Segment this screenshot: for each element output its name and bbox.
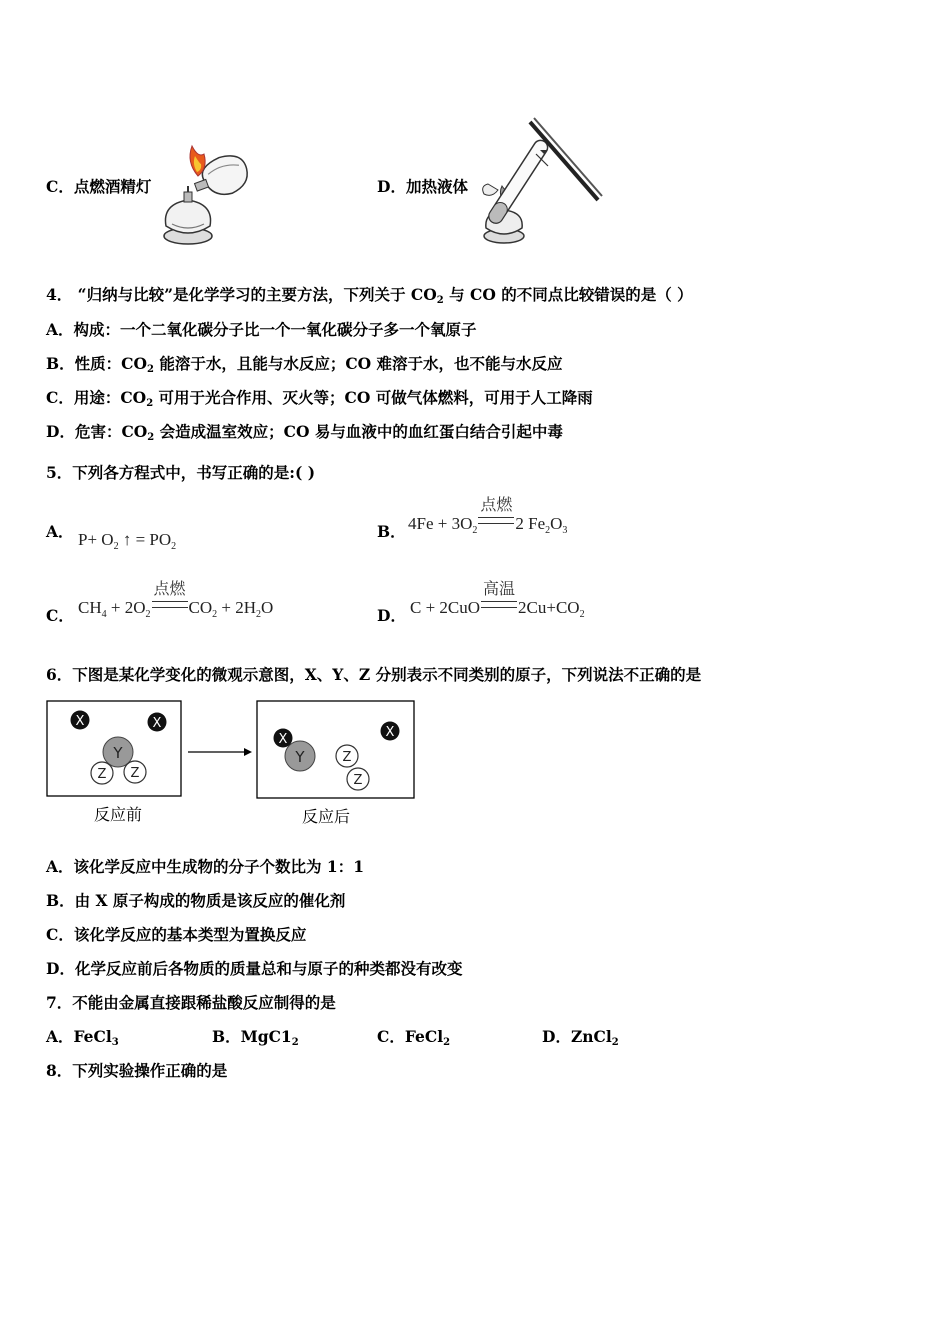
svg-text:Z: Z xyxy=(353,773,363,788)
q5-option-b-label: B． xyxy=(377,522,406,541)
q7-option-b xyxy=(212,1027,299,1047)
after-box xyxy=(257,701,414,798)
q5-equation-d: C + 2CuO 高温 $2Cu+CO_2$ xyxy=(410,598,585,618)
q4-option-b-sub: 2 xyxy=(146,364,154,375)
q7-option-b-text: B．MgC1 xyxy=(212,1027,292,1046)
q7-option-c-sub: 2 xyxy=(443,1037,451,1048)
svg-text:Z: Z xyxy=(130,766,140,781)
q7-option-b-sub: 2 xyxy=(291,1037,299,1048)
q6-option-a: A．该化学反应中生成物的分子个数比为 1：1 xyxy=(46,857,364,876)
svg-text:Z: Z xyxy=(97,767,107,782)
q7-option-c xyxy=(377,1027,450,1047)
q5-stem: 5．下列各方程式中，书写正确的是:( ) xyxy=(46,463,316,482)
q4-option-b-post: 能溶于水，且能与水反应；CO 难溶于水，也不能与水反应 xyxy=(153,354,563,373)
svg-text:Y: Y xyxy=(113,744,123,762)
condition-burn-c-text: 点燃 xyxy=(153,579,186,598)
after-atom-z2 xyxy=(347,768,369,790)
after-atom-x1 xyxy=(274,729,293,748)
reaction-arrow-head xyxy=(244,748,252,756)
alcohol-lamp-lighting-figure xyxy=(158,142,258,250)
svg-text:X: X xyxy=(278,732,288,747)
condition-burn-b xyxy=(477,495,515,534)
q4-option-c-sub: 2 xyxy=(146,398,154,409)
q4-option-c-post: 可用于光合作用、灭火等；CO 可做气体燃料，可用于人工降雨 xyxy=(153,388,593,407)
q4-option-b-pre: B．性质：CO xyxy=(46,354,147,373)
q4-option-a: A．构成：一个二氧化碳分子比一个一氧化碳分子多一个氧原子 xyxy=(46,320,477,339)
q7-option-a xyxy=(46,1027,119,1047)
q7-option-d-sub: 2 xyxy=(611,1037,619,1048)
before-atom-z2 xyxy=(124,761,146,783)
condition-burn-b-text: 点燃 xyxy=(480,495,513,514)
condition-burn-c xyxy=(151,579,189,618)
q6-option-b: B．由 X 原子构成的物质是该反应的催化剂 xyxy=(46,891,346,910)
q4-option-d-pre: D．危害：CO xyxy=(46,422,148,441)
svg-text:Y: Y xyxy=(295,748,305,766)
q4-option-b xyxy=(46,354,563,374)
q6-stem: 6．下图是某化学变化的微观示意图，X、Y、Z 分别表示不同类别的原子，下列说法不正确的是 xyxy=(46,665,702,684)
q7-option-d-text: D．ZnCl xyxy=(542,1027,612,1046)
before-atom-x2 xyxy=(148,713,167,732)
heating-liquid-figure xyxy=(478,114,604,248)
before-caption: 反应前 xyxy=(94,805,143,824)
q5-equation-a: $P+ O_2$ ↑ = $PO_2$ xyxy=(78,530,177,552)
after-atom-x2 xyxy=(381,722,400,741)
svg-text:Z: Z xyxy=(342,750,352,765)
q4-stem-suffix: 与 CO 的不同点比较错误的是（ ） xyxy=(443,285,693,304)
q7-option-a-sub: 3 xyxy=(111,1037,119,1048)
condition-high-temp-d xyxy=(480,579,518,618)
svg-text:X: X xyxy=(385,725,395,740)
q4-option-c xyxy=(46,388,593,408)
q5-equation-c: $CH_4 + 2O_2$ 点燃 $CO_2 + 2H_2O$ xyxy=(78,598,273,618)
svg-text:X: X xyxy=(75,714,85,729)
q7-option-d xyxy=(542,1027,619,1047)
q7-option-a-text: A．FeCl xyxy=(46,1027,112,1046)
after-caption: 反应后 xyxy=(302,807,351,826)
q4-option-d-sub: 2 xyxy=(147,432,155,443)
q8-stem: 8．下列实验操作正确的是 xyxy=(46,1061,228,1080)
q5-equation-b: $4Fe + 3O_2$ 点燃 2 $Fe_2O_3$ xyxy=(408,514,567,534)
q5-option-c-label: C． xyxy=(46,606,74,625)
reaction-micro-diagram xyxy=(46,700,418,800)
after-atom-y xyxy=(285,741,315,771)
q4-option-d-post: 会造成温室效应；CO 易与血液中的血红蛋白结合引起中毒 xyxy=(154,422,563,441)
q4-option-c-pre: C．用途：CO xyxy=(46,388,147,407)
after-atom-z1 xyxy=(336,745,358,767)
q4-stem-prefix: 4． “归纳与比较”是化学学习的主要方法，下列关于 CO xyxy=(46,285,437,304)
q6-option-d: D．化学反应前后各物质的质量总和与原子的种类都没有改变 xyxy=(46,959,463,978)
q7-option-c-text: C．FeCl xyxy=(377,1027,444,1046)
q3-option-c-label: C．点燃酒精灯 xyxy=(46,177,152,196)
condition-high-temp-d-text: 高温 xyxy=(483,579,516,598)
before-atom-z1 xyxy=(91,762,113,784)
q4-stem-sub: 2 xyxy=(436,295,444,306)
q5-option-a-label: A． xyxy=(46,522,74,541)
q7-stem: 7．不能由金属直接跟稀盐酸反应制得的是 xyxy=(46,993,336,1012)
q3-option-d-label: D．加热液体 xyxy=(377,177,468,196)
before-atom-x1 xyxy=(71,711,90,730)
q4-option-d xyxy=(46,422,563,442)
svg-text:X: X xyxy=(152,716,162,731)
q5-option-d-label: D． xyxy=(377,606,406,625)
q6-option-c: C．该化学反应的基本类型为置换反应 xyxy=(46,925,307,944)
q4-stem xyxy=(46,285,693,305)
